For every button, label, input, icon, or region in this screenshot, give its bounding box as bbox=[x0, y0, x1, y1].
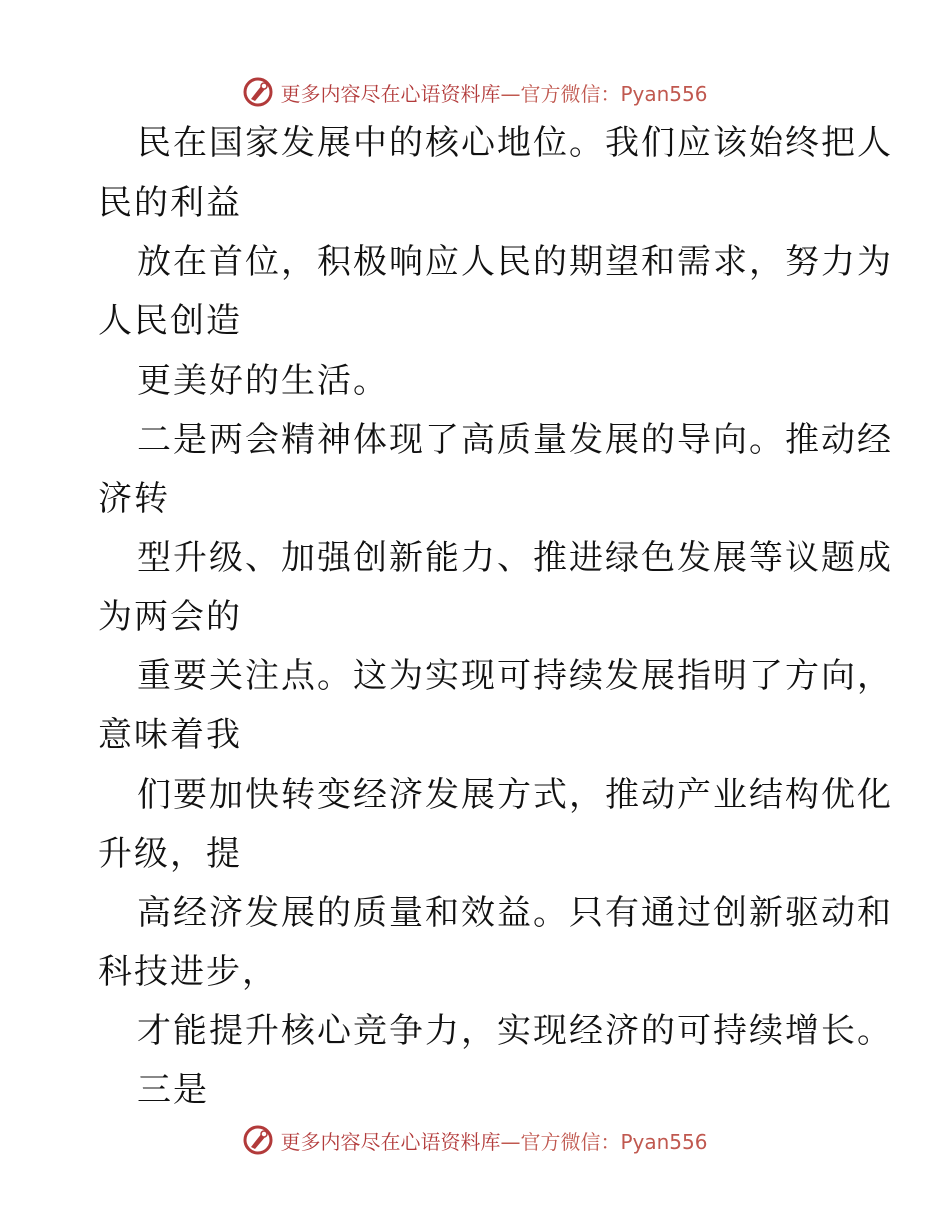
text-line-9: 为两会的 bbox=[98, 597, 242, 637]
pen-circle-icon bbox=[242, 1124, 274, 1156]
text-line-7: 济转 bbox=[98, 479, 170, 519]
text-line-6: 二是两会精神体现了高质量发展的导向。推动经 bbox=[137, 420, 893, 460]
text-line-17: 三是 bbox=[137, 1070, 209, 1110]
text-line-1: 民在国家发展中的核心地位。我们应该始终把人 bbox=[137, 123, 893, 163]
text-line-15: 科技进步， bbox=[98, 952, 278, 992]
header-watermark bbox=[0, 72, 950, 112]
watermark-right-text: —官方微信：Pyan556 bbox=[500, 81, 708, 106]
text-line-14: 高经济发展的质量和效益。只有通过创新驱动和 bbox=[137, 893, 893, 933]
text-line-8: 型升级、加强创新能力、推进绿色发展等议题成 bbox=[137, 538, 893, 578]
text-line-12: 们要加快转变经济发展方式，推动产业结构优化 bbox=[137, 775, 893, 815]
watermark-left-text: 更多内容尽在心语资料库 bbox=[280, 1129, 501, 1154]
text-line-3: 放在首位，积极响应人民的期望和需求，努力为 bbox=[137, 242, 893, 282]
text-line-2: 民的利益 bbox=[98, 183, 242, 223]
text-line-13: 升级，提 bbox=[98, 834, 242, 874]
watermark-left-text: 更多内容尽在心语资料库 bbox=[280, 81, 501, 106]
text-line-4: 人民创造 bbox=[98, 301, 242, 341]
text-line-11: 意味着我 bbox=[98, 715, 242, 755]
pen-circle-icon bbox=[242, 76, 274, 108]
text-line-10: 重要关注点。这为实现可持续发展指明了方向， bbox=[137, 656, 893, 696]
footer-watermark bbox=[0, 1120, 950, 1160]
watermark-right-text: —官方微信：Pyan556 bbox=[500, 1129, 708, 1154]
text-line-5: 更美好的生活。 bbox=[137, 361, 389, 401]
text-line-16: 才能提升核心竞争力，实现经济的可持续增长。 bbox=[137, 1011, 893, 1051]
